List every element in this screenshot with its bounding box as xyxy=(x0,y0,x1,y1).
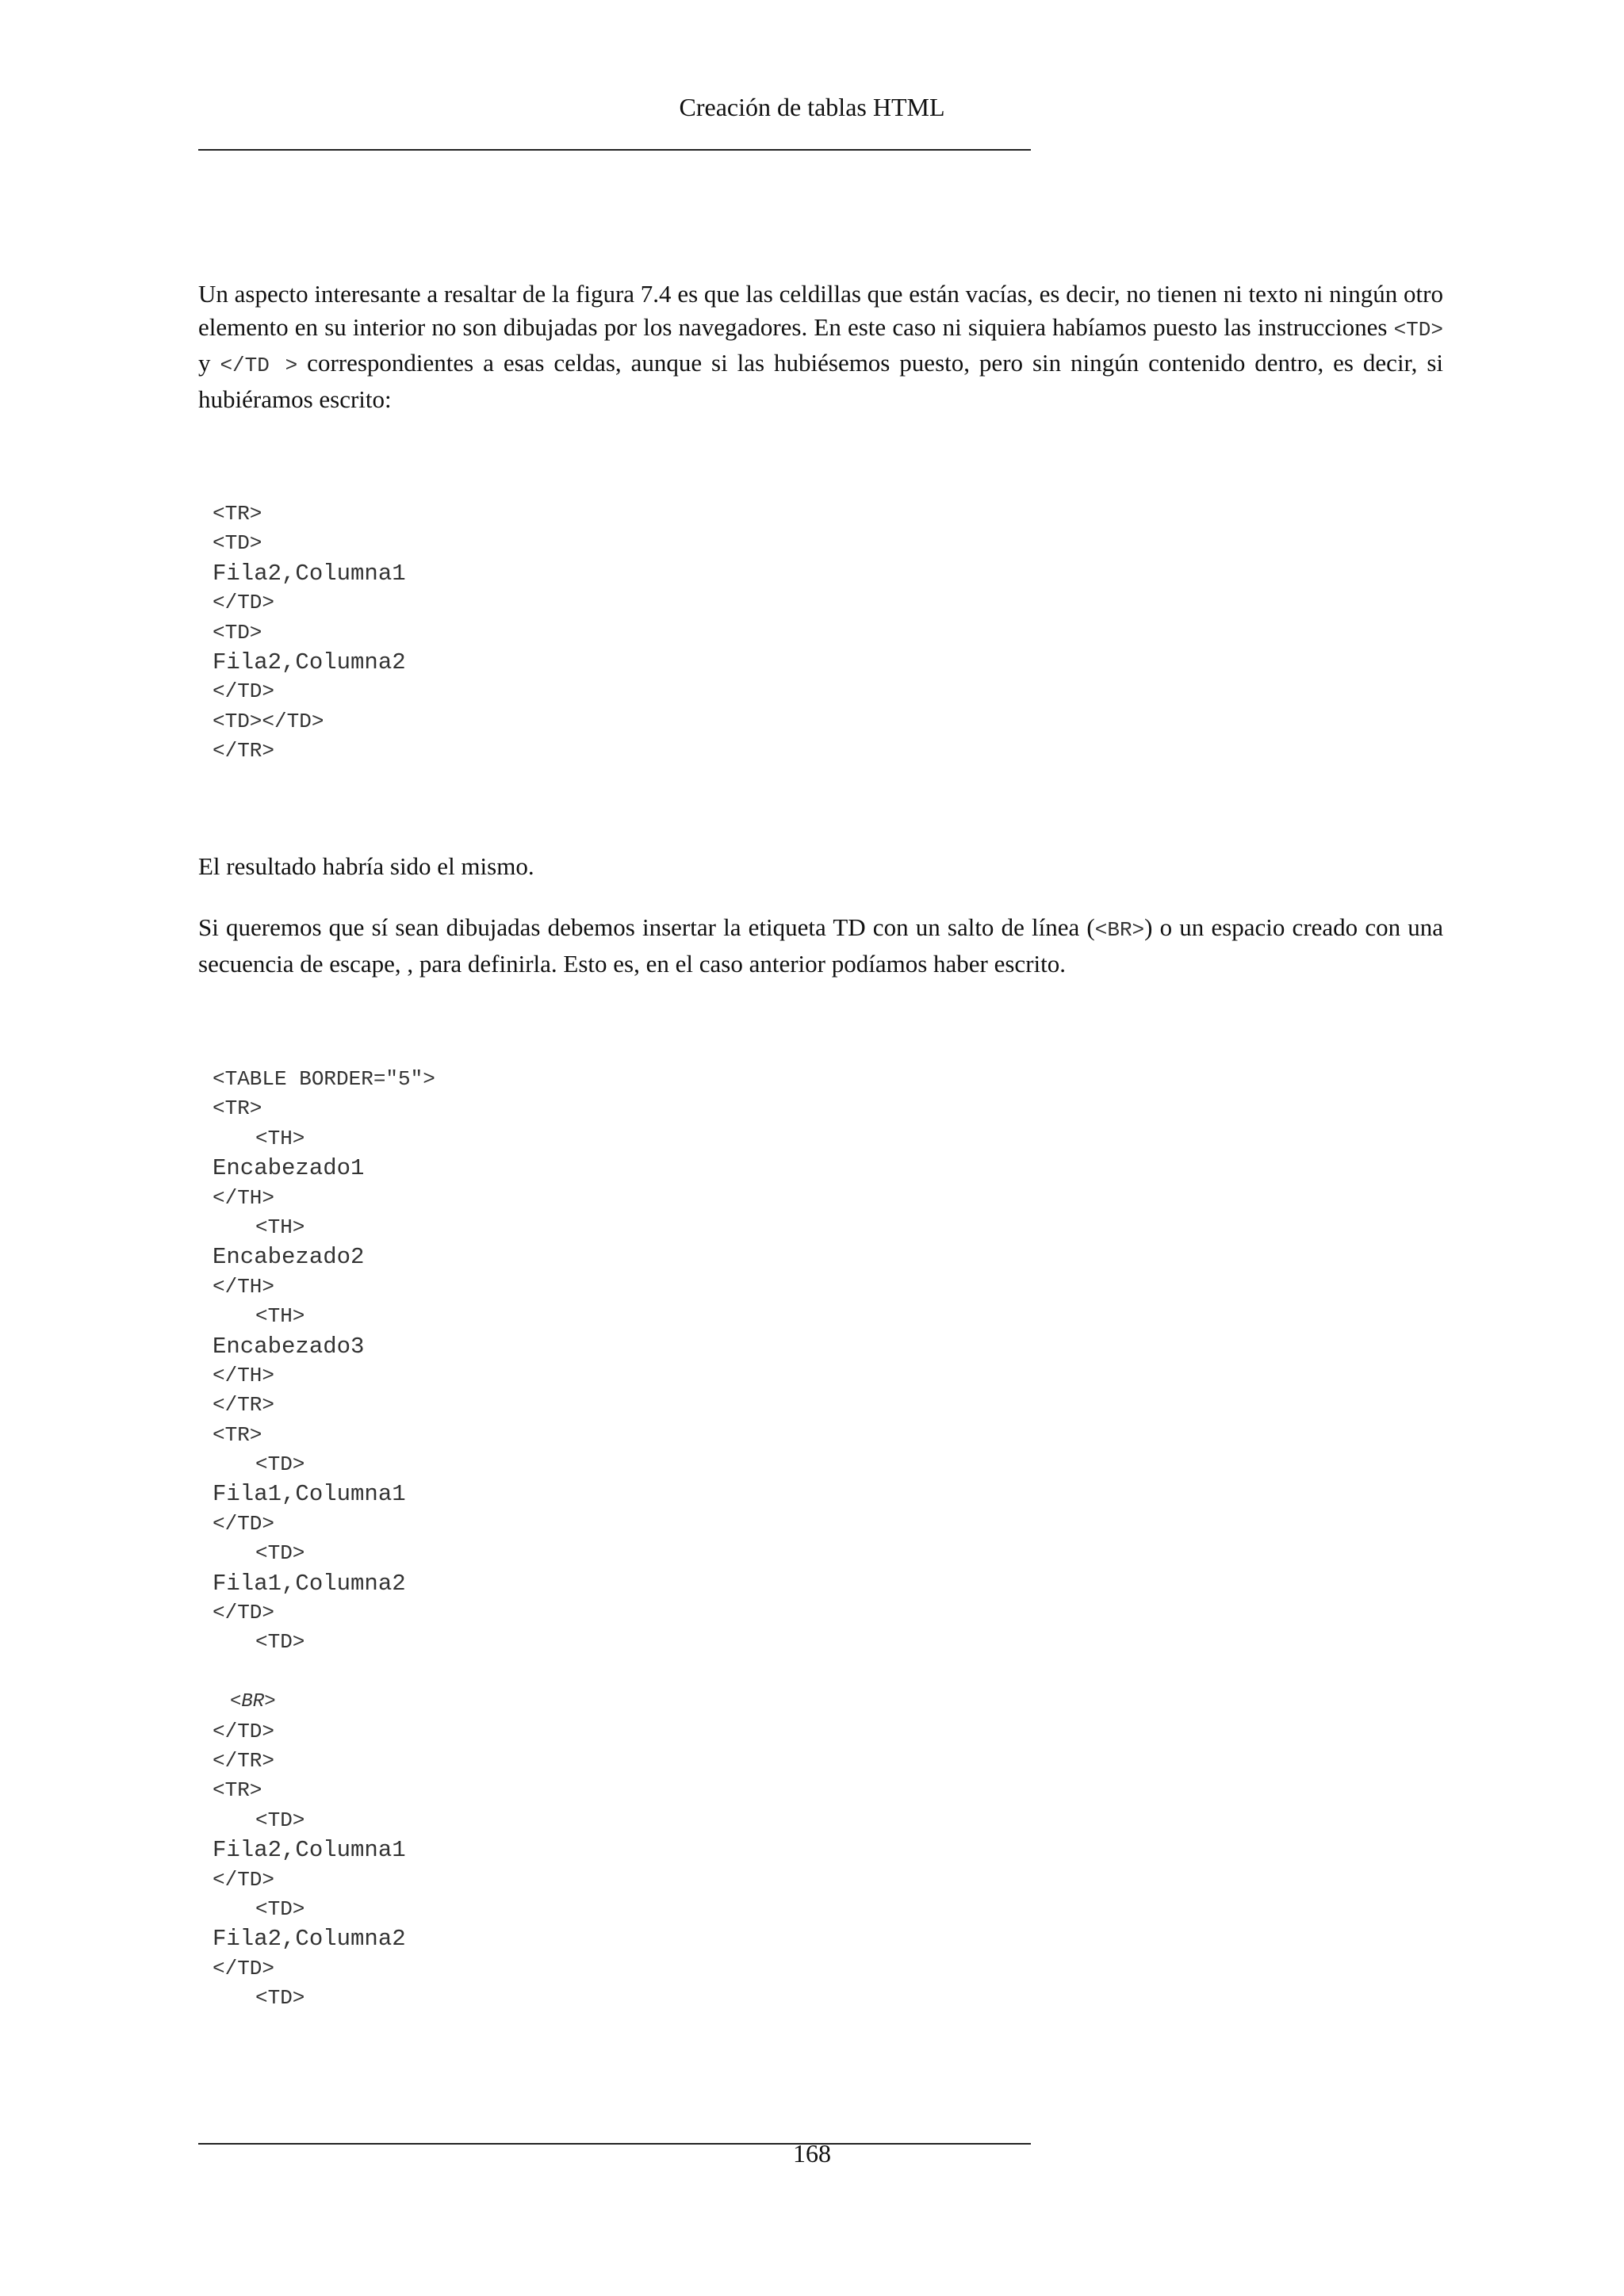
code-line: Fila2,Columna1 xyxy=(213,1837,406,1864)
code-line: <TR> xyxy=(213,1096,262,1121)
code-line: </TH> xyxy=(213,1185,275,1210)
code-line: </TD> xyxy=(213,591,275,615)
code-line: <TD> xyxy=(213,531,262,556)
paragraph-1-text-b: correspondientes a esas celdas, aunque si las hubiésemos puesto, pero sin ningún contenido dentro, es decir, si hubiéramos escrito: xyxy=(198,349,1443,413)
code-line: <TR> xyxy=(213,1422,262,1447)
code-line: Fila1,Columna2 xyxy=(213,1570,406,1597)
code-line: <TD></TD> xyxy=(213,709,324,733)
code-line: Fila1,Columna1 xyxy=(213,1481,406,1508)
paragraph-3 xyxy=(198,911,1443,980)
code-block-1 xyxy=(213,499,406,767)
inline-code-td-close: </TD > xyxy=(220,354,298,377)
page-header xyxy=(0,91,1624,123)
inline-code-td-open: <TD> xyxy=(1393,317,1443,342)
code-line: <TD> xyxy=(255,1896,305,1921)
code-line: Encabezado1 xyxy=(213,1155,365,1182)
code-line: </TD> xyxy=(213,679,275,704)
code-line: Encabezado3 xyxy=(213,1333,365,1360)
header-title: Creación de tablas HTML xyxy=(679,93,945,121)
code-line: </TR> xyxy=(213,1393,275,1418)
paragraph-1-text-mid: y xyxy=(198,349,220,377)
code-line: </TR> xyxy=(213,739,275,763)
paragraph-3-text-a: Si queremos que sí sean dibujadas debemos insertar la etiqueta TD con un salto de línea ( xyxy=(198,913,1095,941)
code-line: </TD> xyxy=(213,1601,275,1625)
paragraph-1-text-a: Un aspecto interesante a resaltar de la figura 7.4 es que las celdillas que están vacías, es decir, no tienen ni texto ni ningún otro elemento en su interior no son dibujadas por los navegadores. En este caso ni siquiera habíamos puesto las instrucciones xyxy=(198,280,1443,341)
code-line: <BR> xyxy=(230,1691,276,1713)
code-line: Fila2,Columna1 xyxy=(213,560,406,587)
code-line: <TD> xyxy=(255,1630,305,1655)
code-line: <TH> xyxy=(255,1304,305,1329)
code-line xyxy=(213,1658,435,1687)
paragraph-1 xyxy=(198,277,1443,415)
code-line: <TR> xyxy=(213,502,262,526)
code-line: </TD> xyxy=(213,1867,275,1892)
code-line: Fila2,Columna2 xyxy=(213,649,406,675)
code-line: </TD> xyxy=(213,1956,275,1980)
code-line: </TH> xyxy=(213,1363,275,1387)
code-line: <TD> xyxy=(255,1808,305,1832)
code-line: <TD> xyxy=(255,1986,305,2011)
code-line: <TH> xyxy=(255,1126,305,1150)
page-number: 168 xyxy=(793,2139,831,2168)
inline-code-br: <BR> xyxy=(1094,918,1145,942)
code-line: </TD> xyxy=(213,1511,275,1536)
code-block-2 xyxy=(213,1065,435,2014)
code-line: </TH> xyxy=(213,1274,275,1299)
code-line: <TH> xyxy=(255,1215,305,1239)
code-line: <TD> xyxy=(255,1541,305,1566)
header-rule xyxy=(198,149,1031,151)
code-line: <TR> xyxy=(213,1778,262,1803)
code-line: Encabezado2 xyxy=(213,1244,365,1271)
code-line: Fila2,Columna2 xyxy=(213,1926,406,1953)
code-line: <TD> xyxy=(255,1452,305,1477)
paragraph-2: El resultado habría sido el mismo. xyxy=(198,852,534,880)
code-line: </TD> xyxy=(213,1719,275,1743)
code-line: <TABLE BORDER="5"> xyxy=(213,1067,435,1091)
code-line: </TR> xyxy=(213,1748,275,1773)
paragraph-3-text-b: ) o un espacio creado con una secuencia de escape, , para definirla. Esto es, en el caso anterior podíamos haber escrito. xyxy=(198,913,1443,978)
code-line: <TD> xyxy=(213,620,262,645)
